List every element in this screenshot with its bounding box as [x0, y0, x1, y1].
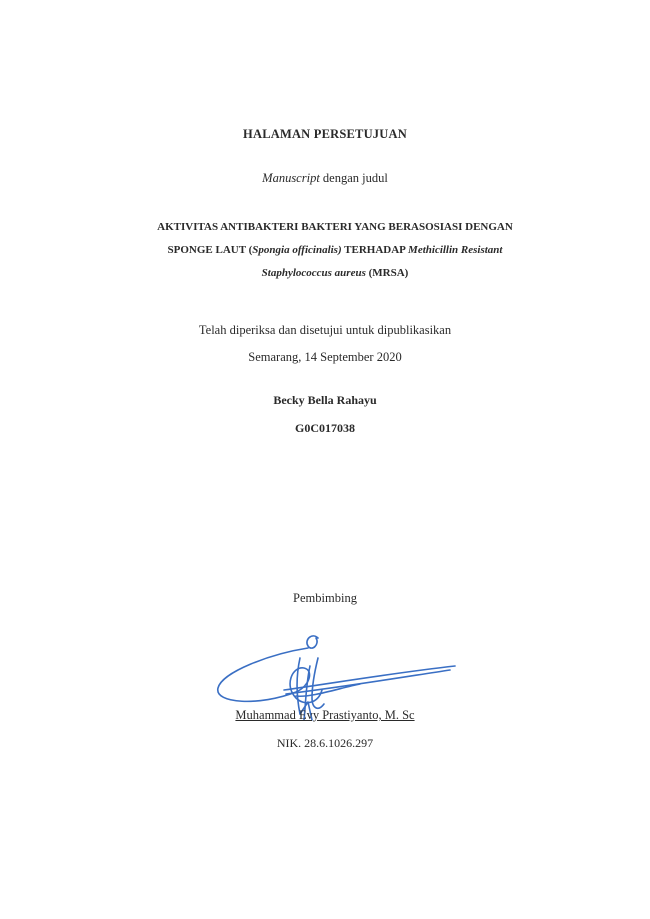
- intro-italic: Manuscript: [262, 171, 320, 185]
- supervisor-name: Muhammad Evy Prastiyanto, M. Sc: [235, 708, 415, 722]
- title-line-2: [120, 239, 550, 262]
- intro-line: [0, 171, 650, 186]
- page-heading: HALAMAN PERSETUJUAN: [243, 127, 407, 141]
- author-block: [0, 386, 650, 442]
- title-line-2-c: TERHADAP: [341, 244, 409, 256]
- supervisor-label: Pembimbing: [293, 591, 357, 605]
- title-line-2-a: SPONGE LAUT (: [167, 244, 253, 256]
- title-line-3-b: (MRSA): [365, 267, 409, 279]
- title-bacteria: Staphylococcus aureus: [261, 267, 366, 279]
- title-line-3: [120, 262, 550, 285]
- approval-statement: [0, 317, 650, 371]
- title-species: Spongia officinalis): [252, 244, 342, 256]
- title-mrsa-a: Methicillin Resistant: [408, 244, 503, 256]
- author-name: Becky Bella Rahayu: [273, 393, 377, 407]
- author-id: G0C017038: [295, 421, 355, 435]
- manuscript-title: [120, 216, 550, 285]
- intro-rest: dengan judul: [319, 171, 388, 185]
- approval-date: Semarang, 14 September 2020: [248, 350, 402, 364]
- supervisor-nik: NIK. 28.6.1026.297: [276, 736, 374, 750]
- approval-line-1: Telah diperiksa dan disetujui untuk dipublikasikan: [198, 323, 452, 337]
- title-line-1: AKTIVITAS ANTIBAKTERI BAKTERI YANG BERASOSIASI DENGAN: [157, 221, 513, 233]
